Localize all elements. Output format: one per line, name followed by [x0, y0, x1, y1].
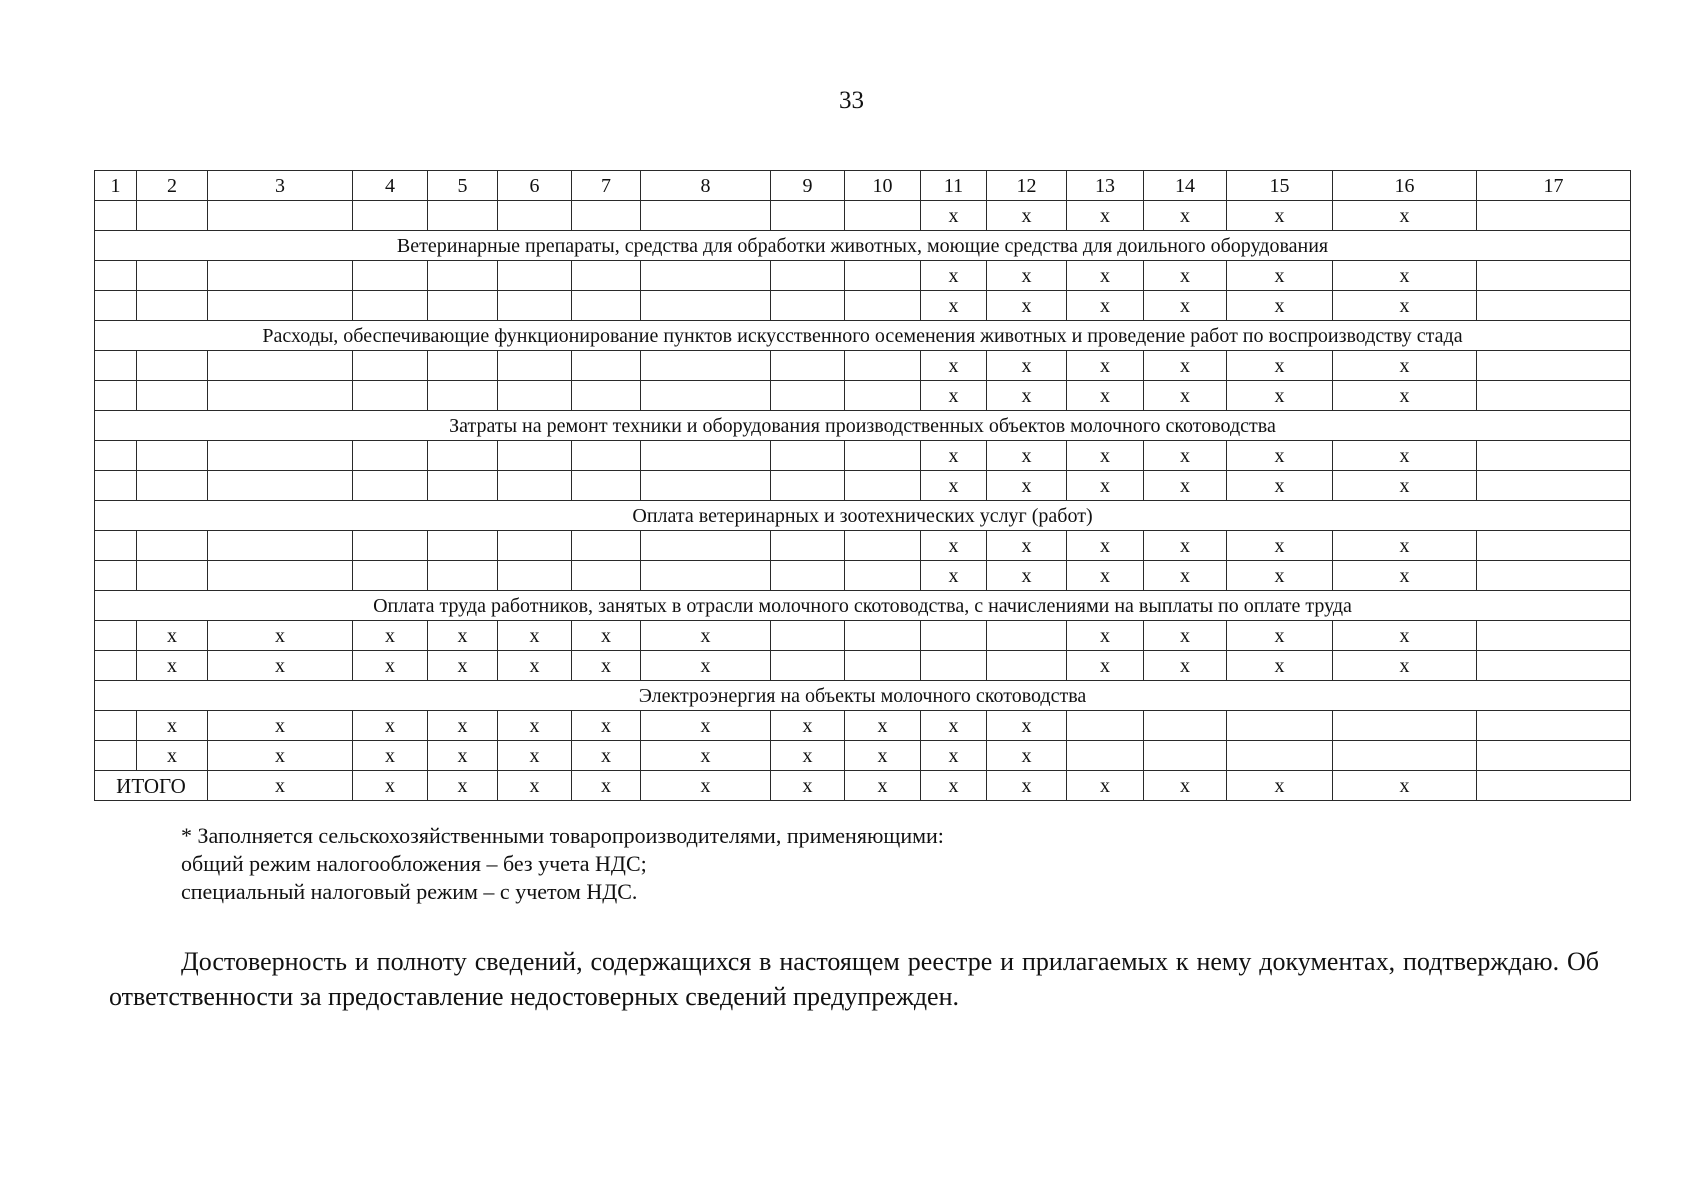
table-cell: x: [137, 651, 208, 681]
table-cell: [428, 201, 498, 231]
table-cell: x: [921, 261, 987, 291]
table-cell: [137, 261, 208, 291]
table-cell: x: [921, 351, 987, 381]
table-row: [95, 621, 1631, 651]
table-cell: x: [572, 621, 641, 651]
table-cell: x: [498, 651, 572, 681]
table-cell: [1477, 771, 1631, 801]
table-cell: [771, 471, 845, 501]
section-heading-row: [95, 681, 1631, 711]
table-cell: x: [1067, 201, 1144, 231]
column-number-cell: 14: [1144, 171, 1227, 201]
table-cell: [1477, 651, 1631, 681]
table-cell: [95, 291, 137, 321]
table-cell: x: [921, 531, 987, 561]
table-cell: [1144, 711, 1227, 741]
table-cell: x: [921, 471, 987, 501]
table-cell: [137, 561, 208, 591]
table-cell: [353, 381, 428, 411]
table-cell: x: [771, 711, 845, 741]
table-cell: x: [208, 651, 353, 681]
table-cell: [771, 561, 845, 591]
table-cell: [1477, 471, 1631, 501]
table-cell: x: [1144, 351, 1227, 381]
table-cell: [641, 261, 771, 291]
table-cell: x: [987, 561, 1067, 591]
table-cell: [845, 441, 921, 471]
table-cell: [572, 561, 641, 591]
table-cell: [498, 291, 572, 321]
table-cell: [428, 351, 498, 381]
table-cell: x: [1227, 561, 1333, 591]
table-cell: x: [1067, 351, 1144, 381]
table-cell: x: [1144, 381, 1227, 411]
table-cell: [1477, 621, 1631, 651]
table-cell: x: [428, 651, 498, 681]
table-cell: x: [498, 741, 572, 771]
table-cell: [428, 531, 498, 561]
table-cell: x: [1144, 531, 1227, 561]
table-cell: [572, 381, 641, 411]
table-cell: x: [987, 711, 1067, 741]
table-cell: x: [208, 741, 353, 771]
total-row: [95, 771, 1631, 801]
table-cell: [1333, 741, 1477, 771]
table-cell: [95, 561, 137, 591]
table-cell: x: [987, 381, 1067, 411]
table-cell: x: [771, 741, 845, 771]
table-cell: [428, 561, 498, 591]
table-cell: x: [572, 711, 641, 741]
table-cell: x: [1067, 621, 1144, 651]
table-cell: [1067, 711, 1144, 741]
table-cell: x: [137, 741, 208, 771]
table-cell: x: [1144, 471, 1227, 501]
table-row: [95, 351, 1631, 381]
table-cell: [428, 441, 498, 471]
column-number-cell: 7: [572, 171, 641, 201]
table-cell: x: [845, 741, 921, 771]
table-cell: [208, 261, 353, 291]
table-cell: x: [1227, 351, 1333, 381]
table-cell: x: [1333, 291, 1477, 321]
table-cell: x: [1227, 651, 1333, 681]
table-cell: [845, 471, 921, 501]
table-cell: x: [921, 711, 987, 741]
table-cell: [771, 651, 845, 681]
table-cell: [498, 351, 572, 381]
table-cell: x: [498, 711, 572, 741]
table-cell: x: [921, 771, 987, 801]
table-cell: [498, 531, 572, 561]
table-cell: [1477, 291, 1631, 321]
table-cell: [498, 471, 572, 501]
table-cell: [95, 621, 137, 651]
table-cell: x: [572, 651, 641, 681]
table-cell: x: [921, 441, 987, 471]
table-cell: x: [771, 771, 845, 801]
table-cell: [208, 531, 353, 561]
table-cell: [208, 201, 353, 231]
section-heading-row: [95, 321, 1631, 351]
table-cell: [1227, 741, 1333, 771]
table-cell: x: [1067, 441, 1144, 471]
table-cell: [353, 351, 428, 381]
table-cell: x: [353, 741, 428, 771]
table-cell: x: [1227, 621, 1333, 651]
table-cell: [498, 201, 572, 231]
table-cell: x: [1333, 561, 1477, 591]
table-cell: [771, 621, 845, 651]
table-cell: [498, 261, 572, 291]
table-cell: x: [1067, 531, 1144, 561]
table-cell: [353, 531, 428, 561]
column-number-cell: 11: [921, 171, 987, 201]
table-cell: x: [1227, 531, 1333, 561]
table-cell: [845, 531, 921, 561]
table-body: [95, 171, 1631, 801]
table-cell: [137, 441, 208, 471]
table-cell: [921, 621, 987, 651]
table-cell: x: [353, 621, 428, 651]
table-cell: x: [1227, 291, 1333, 321]
footnote-line: общий режим налогообложения – без учета НДС;: [181, 851, 647, 876]
table-cell: x: [1144, 651, 1227, 681]
table-cell: [845, 351, 921, 381]
table-cell: [137, 201, 208, 231]
table-cell: [641, 201, 771, 231]
table-cell: x: [845, 771, 921, 801]
table-cell: [498, 561, 572, 591]
table-cell: [572, 531, 641, 561]
section-heading-row: [95, 591, 1631, 621]
table-cell: [771, 291, 845, 321]
table-cell: x: [428, 771, 498, 801]
table-cell: [353, 261, 428, 291]
table-cell: x: [1227, 441, 1333, 471]
table-cell: x: [1144, 201, 1227, 231]
table-cell: x: [641, 621, 771, 651]
table-cell: [1144, 741, 1227, 771]
table-cell: x: [1227, 471, 1333, 501]
table-cell: [845, 201, 921, 231]
table-cell: [771, 441, 845, 471]
table-cell: [208, 471, 353, 501]
table-cell: [95, 351, 137, 381]
table-cell: x: [353, 771, 428, 801]
table-cell: [95, 471, 137, 501]
table-cell: x: [987, 471, 1067, 501]
table-cell: [921, 651, 987, 681]
table-cell: x: [1144, 261, 1227, 291]
column-number-cell: 15: [1227, 171, 1333, 201]
table-cell: x: [987, 531, 1067, 561]
table-row: [95, 381, 1631, 411]
table-cell: [137, 351, 208, 381]
table-cell: [1477, 531, 1631, 561]
table-cell: [95, 651, 137, 681]
table-cell: x: [572, 741, 641, 771]
table-cell: [845, 381, 921, 411]
column-number-cell: 3: [208, 171, 353, 201]
column-number-cell: 1: [95, 171, 137, 201]
table-cell: [641, 381, 771, 411]
table-cell: x: [987, 291, 1067, 321]
table-cell: [845, 651, 921, 681]
table-cell: [641, 531, 771, 561]
table-row: [95, 531, 1631, 561]
table-cell: x: [1333, 771, 1477, 801]
table-cell: x: [1333, 471, 1477, 501]
table-cell: [428, 291, 498, 321]
table-cell: x: [1067, 561, 1144, 591]
table-cell: x: [208, 711, 353, 741]
table-cell: [641, 441, 771, 471]
table-cell: x: [1333, 351, 1477, 381]
table-cell: [95, 261, 137, 291]
table-cell: x: [987, 741, 1067, 771]
table-cell: [208, 381, 353, 411]
table-cell: x: [498, 771, 572, 801]
table-cell: [498, 381, 572, 411]
table-cell: x: [1333, 441, 1477, 471]
table-cell: [572, 441, 641, 471]
table-cell: x: [987, 771, 1067, 801]
table-row: [95, 291, 1631, 321]
certification-statement: Достоверность и полноту сведений, содержащихся в настоящем реестре и прилагаемых к нему документах, подтверждаю. Об ответственности за предоставление недостоверных сведений предупрежден.: [109, 947, 1599, 1011]
table-cell: [641, 351, 771, 381]
footnotes: [181, 822, 944, 906]
table-cell: x: [208, 621, 353, 651]
table-cell: [137, 291, 208, 321]
table-cell: [1477, 201, 1631, 231]
table-cell: x: [572, 771, 641, 801]
table-cell: [771, 201, 845, 231]
table-cell: [428, 261, 498, 291]
table-cell: x: [921, 381, 987, 411]
table-cell: x: [1333, 651, 1477, 681]
table-cell: x: [921, 201, 987, 231]
table-cell: x: [641, 651, 771, 681]
table-cell: x: [641, 711, 771, 741]
table-cell: [572, 261, 641, 291]
table-cell: [137, 381, 208, 411]
table-cell: [845, 621, 921, 651]
table-cell: x: [1144, 561, 1227, 591]
table-cell: x: [1227, 261, 1333, 291]
table-cell: [1477, 381, 1631, 411]
table-cell: [771, 261, 845, 291]
table-cell: x: [1067, 771, 1144, 801]
table-row: [95, 561, 1631, 591]
table-cell: [572, 291, 641, 321]
table-cell: x: [1067, 291, 1144, 321]
section-heading: Расходы, обеспечивающие функционирование пунктов искусственного осеменения животных и проведение работ по воспроизводству стада: [95, 321, 1631, 351]
table-cell: [208, 561, 353, 591]
table-cell: [428, 471, 498, 501]
table-row: [95, 441, 1631, 471]
table-cell: [845, 291, 921, 321]
section-heading-row: [95, 411, 1631, 441]
column-number-cell: 16: [1333, 171, 1477, 201]
table-cell: x: [921, 561, 987, 591]
column-number-cell: 2: [137, 171, 208, 201]
table-cell: [498, 441, 572, 471]
column-number-cell: 5: [428, 171, 498, 201]
table-cell: x: [353, 711, 428, 741]
footnote-line: специальный налоговый режим – с учетом НДС.: [181, 879, 638, 904]
table-cell: [353, 561, 428, 591]
column-number-cell: 9: [771, 171, 845, 201]
column-number-cell: 4: [353, 171, 428, 201]
page-number: 33: [839, 87, 864, 114]
table-cell: x: [1067, 471, 1144, 501]
expense-register-table: [94, 170, 1631, 801]
table-cell: [95, 531, 137, 561]
table-cell: x: [428, 711, 498, 741]
table-cell: x: [987, 261, 1067, 291]
table-cell: x: [1144, 441, 1227, 471]
table-cell: x: [921, 741, 987, 771]
table-cell: x: [1333, 381, 1477, 411]
table-cell: [95, 381, 137, 411]
footnote-line: * Заполняется сельскохозяйственными товаропроизводителями, применяющими:: [181, 823, 944, 848]
table-cell: [208, 291, 353, 321]
table-cell: x: [137, 711, 208, 741]
table-row: [95, 711, 1631, 741]
table-cell: [771, 531, 845, 561]
header-row: [95, 171, 1631, 201]
table-cell: x: [428, 741, 498, 771]
table-cell: [641, 471, 771, 501]
table-cell: x: [987, 441, 1067, 471]
table-cell: [1477, 261, 1631, 291]
table-row: [95, 471, 1631, 501]
table-cell: [845, 261, 921, 291]
table-cell: x: [208, 771, 353, 801]
table-cell: [353, 291, 428, 321]
table-cell: x: [1067, 651, 1144, 681]
table-cell: [845, 561, 921, 591]
table-cell: x: [1333, 531, 1477, 561]
table-cell: [1067, 741, 1144, 771]
table-cell: [987, 651, 1067, 681]
table-cell: [572, 471, 641, 501]
column-number-cell: 6: [498, 171, 572, 201]
table-cell: [95, 711, 137, 741]
table-cell: [1477, 351, 1631, 381]
table-cell: x: [987, 201, 1067, 231]
table-cell: x: [1227, 771, 1333, 801]
section-heading: Ветеринарные препараты, средства для обработки животных, моющие средства для доильного оборудования: [95, 231, 1631, 261]
column-number-cell: 13: [1067, 171, 1144, 201]
table-cell: [353, 471, 428, 501]
table-cell: [1227, 711, 1333, 741]
table-cell: x: [1333, 201, 1477, 231]
table-row: [95, 741, 1631, 771]
section-heading: Оплата ветеринарных и зоотехнических услуг (работ): [95, 501, 1631, 531]
table-row: [95, 651, 1631, 681]
table-cell: [137, 471, 208, 501]
table-cell: [572, 351, 641, 381]
table-cell: [987, 621, 1067, 651]
table-cell: [95, 441, 137, 471]
table-cell: [353, 201, 428, 231]
table-cell: x: [498, 621, 572, 651]
column-number-cell: 10: [845, 171, 921, 201]
table-cell: [208, 441, 353, 471]
table-cell: x: [1144, 771, 1227, 801]
table-cell: x: [921, 291, 987, 321]
table-cell: x: [987, 351, 1067, 381]
column-number-cell: 8: [641, 171, 771, 201]
table-cell: [771, 381, 845, 411]
table-cell: [95, 201, 137, 231]
table-cell: [572, 201, 641, 231]
table-cell: x: [428, 621, 498, 651]
table-cell: [641, 561, 771, 591]
table-cell: x: [641, 771, 771, 801]
table-cell: x: [353, 651, 428, 681]
table-cell: [1477, 711, 1631, 741]
table-cell: x: [845, 711, 921, 741]
table-cell: [1477, 741, 1631, 771]
table-cell: x: [641, 741, 771, 771]
table-cell: [428, 381, 498, 411]
table-cell: [1333, 711, 1477, 741]
section-heading-row: [95, 501, 1631, 531]
column-number-cell: 17: [1477, 171, 1631, 201]
table-cell: x: [1227, 201, 1333, 231]
column-number-cell: 12: [987, 171, 1067, 201]
table-cell: [353, 441, 428, 471]
table-cell: x: [1144, 291, 1227, 321]
table-cell: x: [1067, 261, 1144, 291]
table-cell: [1477, 441, 1631, 471]
section-heading: Оплата труда работников, занятых в отрасли молочного скотоводства, с начислениями на выплаты по оплате труда: [95, 591, 1631, 621]
section-heading: Затраты на ремонт техники и оборудования производственных объектов молочного скотоводства: [95, 411, 1631, 441]
table-cell: [137, 531, 208, 561]
table-cell: [208, 351, 353, 381]
table-cell: [641, 291, 771, 321]
table-cell: [95, 741, 137, 771]
table-cell: x: [1333, 621, 1477, 651]
section-heading: Электроэнергия на объекты молочного скотоводства: [95, 681, 1631, 711]
total-label: ИТОГО: [95, 771, 208, 801]
table-cell: x: [137, 621, 208, 651]
table-cell: [1477, 561, 1631, 591]
table-cell: x: [1067, 381, 1144, 411]
section-heading-row: [95, 231, 1631, 261]
table-cell: x: [1227, 381, 1333, 411]
table-cell: x: [1333, 261, 1477, 291]
table-cell: x: [1144, 621, 1227, 651]
table-cell: [771, 351, 845, 381]
table-row: [95, 261, 1631, 291]
table-row: [95, 201, 1631, 231]
